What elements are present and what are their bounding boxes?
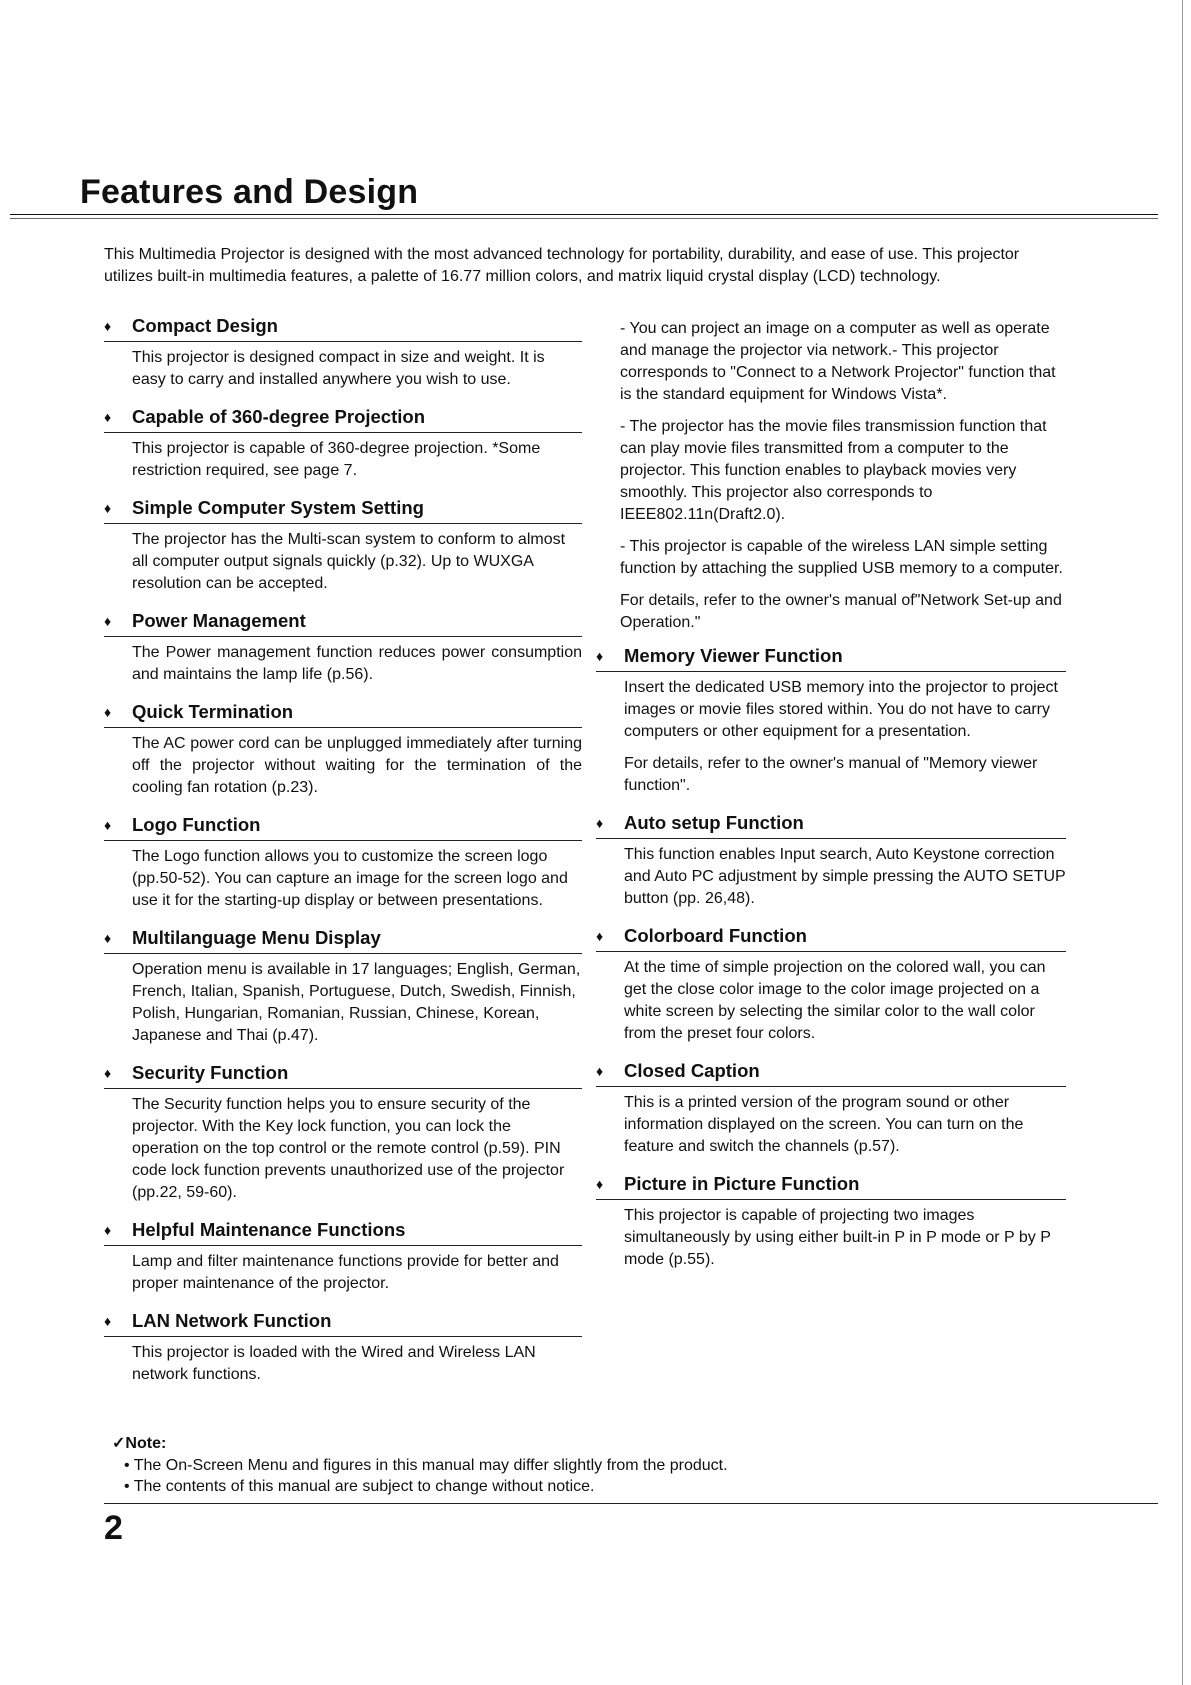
feature-heading xyxy=(104,609,582,637)
feature-heading-text: Compact Design xyxy=(132,315,278,336)
page-title: Features and Design xyxy=(80,173,419,211)
feature-body: At the time of simple projection on the colored wall, you can get the close color image to the color image projected on a white screen by selecting the similar color to the wall color from the preset four colors. xyxy=(624,959,1046,1042)
lan-detail-paragraph: - The projector has the movie files transmission function that can play movie files transmitted from a computer to the projector. This function enables to playback movies very smoothly. This projector also corresponds to IEEE802.11n(Draft2.0). xyxy=(620,418,1047,523)
diamond-bullet-icon: ♦ xyxy=(104,1222,112,1238)
feature-heading-text: Simple Computer System Setting xyxy=(132,497,424,518)
feature-heading xyxy=(104,926,582,954)
feature-heading-text: Capable of 360-degree Projection xyxy=(132,406,426,427)
diamond-bullet-icon: ♦ xyxy=(104,1065,112,1081)
feature-logo-function xyxy=(104,813,582,912)
feature-compact-design xyxy=(104,314,582,391)
diamond-bullet-icon: ♦ xyxy=(596,648,604,664)
feature-heading xyxy=(596,924,1066,952)
feature-heading-text: Security Function xyxy=(132,1062,289,1083)
footer-rule xyxy=(104,1503,1158,1504)
feature-heading xyxy=(104,314,582,342)
left-column xyxy=(104,314,582,1386)
feature-body: This projector is capable of projecting two images simultaneously by using either built-in P in P mode or P by P mode (p.55). xyxy=(624,1207,1051,1268)
feature-security-function xyxy=(104,1061,582,1204)
feature-body: Lamp and filter maintenance functions provide for better and proper maintenance of the projector. xyxy=(132,1253,559,1292)
diamond-bullet-icon: ♦ xyxy=(104,500,112,516)
diamond-bullet-icon: ♦ xyxy=(596,1176,604,1192)
diamond-bullet-icon: ♦ xyxy=(104,930,112,946)
feature-heading xyxy=(104,1218,582,1246)
feature-heading xyxy=(104,700,582,728)
note-item: • The On-Screen Menu and figures in this manual may differ slightly from the product. xyxy=(124,1457,728,1474)
diamond-bullet-icon: ♦ xyxy=(596,815,604,831)
feature-heading-text: LAN Network Function xyxy=(132,1310,332,1331)
title-rule xyxy=(10,214,1158,215)
feature-body: Operation menu is available in 17 languages; English, German, French, Italian, Spanish, Portuguese, Dutch, Swedish, Finnish, Polish, Hungarian, Romanian, Russian, Chinese, Korean, Japanese and Thai (p.47). xyxy=(132,961,581,1044)
feature-picture-in-picture xyxy=(596,1172,1066,1271)
feature-body: The projector has the Multi-scan system to conform to almost all computer output signals quickly (p.32). Up to WUXGA resolution can be accepted. xyxy=(132,531,566,592)
feature-heading-text: Quick Termination xyxy=(132,701,294,722)
feature-heading-text: Closed Caption xyxy=(624,1060,760,1081)
feature-multilanguage-menu xyxy=(104,926,582,1047)
feature-body: This projector is designed compact in size and weight. It is easy to carry and installed anywhere you wish to use. xyxy=(132,349,545,388)
feature-colorboard xyxy=(596,924,1066,1045)
page-number: 2 xyxy=(104,1509,123,1547)
feature-body: The Logo function allows you to customize the screen logo (pp.50-52). You can capture an image for the screen logo and use it for the starting-up display or between presentations. xyxy=(132,848,568,909)
feature-heading-text: Multilanguage Menu Display xyxy=(132,927,381,948)
feature-heading-text: Memory Viewer Function xyxy=(624,645,843,666)
feature-power-management xyxy=(104,609,582,686)
note-label: ✓Note: xyxy=(112,1435,167,1452)
feature-heading-text: Colorboard Function xyxy=(624,925,807,946)
feature-body: Insert the dedicated USB memory into the projector to project images or movie files stored within. You do not have to carry computers or other equipment for a presentation. xyxy=(624,679,1058,740)
feature-body: The AC power cord can be unplugged immediately after turning off the projector without waiting for the termination of the cooling fan rotation (p.23). xyxy=(132,735,582,796)
feature-heading xyxy=(104,813,582,841)
feature-heading-text: Power Management xyxy=(132,610,306,631)
lan-details-reference: For details, refer to the owner's manual of"Network Set-up and Operation." xyxy=(620,592,1062,631)
feature-heading xyxy=(596,1172,1066,1200)
feature-heading xyxy=(104,1309,582,1337)
feature-heading xyxy=(104,1061,582,1089)
feature-heading xyxy=(596,644,1066,672)
feature-body: The Power management function reduces power consumption and maintains the lamp life (p.56). xyxy=(132,644,582,683)
lan-detail-paragraph: - You can project an image on a computer as well as operate and manage the projector via network.- This projector corresponds to "Connect to a Network Projector" function that is the standard equipment for Windows Vista*. xyxy=(620,320,1056,403)
feature-heading-text: Picture in Picture Function xyxy=(624,1173,860,1194)
feature-body: This function enables Input search, Auto Keystone correction and Auto PC adjustment by simple pressing the AUTO SETUP button (pp. 26,48). xyxy=(624,846,1066,907)
feature-closed-caption xyxy=(596,1059,1066,1158)
diamond-bullet-icon: ♦ xyxy=(104,1313,112,1329)
feature-simple-computer-system-setting xyxy=(104,496,582,595)
diamond-bullet-icon: ♦ xyxy=(104,817,112,833)
scan-edge-line xyxy=(1182,0,1183,1685)
intro-paragraph: This Multimedia Projector is designed with the most advanced technology for portability, durability, and ease of use. This projector utilizes built-in multimedia features, a palette of 16.77 million colors, and matrix liquid crystal display (LCD) technology. xyxy=(104,246,1020,285)
feature-body: The Security function helps you to ensure security of the projector. With the Key lock function, you can lock the operation on the top control or the remote control (p.59). PIN code lock function prevents unauthorized use of the projector (pp.22, 59-60). xyxy=(132,1096,565,1201)
feature-heading xyxy=(596,811,1066,839)
feature-quick-termination xyxy=(104,700,582,799)
right-column xyxy=(596,314,1066,1271)
feature-body: This projector is capable of 360-degree projection. *Some restriction required, see page 7. xyxy=(132,440,541,479)
diamond-bullet-icon: ♦ xyxy=(104,409,112,425)
note-item: • The contents of this manual are subject to change without notice. xyxy=(124,1478,595,1495)
feature-body: This is a printed version of the program sound or other information displayed on the screen. You can turn on the feature and switch the channels (p.57). xyxy=(624,1094,1024,1155)
feature-lan-network xyxy=(104,1309,582,1386)
feature-auto-setup xyxy=(596,811,1066,910)
feature-heading xyxy=(596,1059,1066,1087)
lan-detail-paragraph: - This projector is capable of the wireless LAN simple setting function by attaching the supplied USB memory to a computer. xyxy=(620,538,1063,577)
feature-360-projection xyxy=(104,405,582,482)
feature-memory-viewer xyxy=(596,644,1066,797)
feature-body-reference: For details, refer to the owner's manual of "Memory viewer function". xyxy=(624,755,1038,794)
diamond-bullet-icon: ♦ xyxy=(104,318,112,334)
diamond-bullet-icon: ♦ xyxy=(104,613,112,629)
feature-heading-text: Auto setup Function xyxy=(624,812,804,833)
feature-heading xyxy=(104,496,582,524)
feature-heading xyxy=(104,405,582,433)
feature-heading-text: Helpful Maintenance Functions xyxy=(132,1219,406,1240)
diamond-bullet-icon: ♦ xyxy=(104,704,112,720)
feature-helpful-maintenance xyxy=(104,1218,582,1295)
diamond-bullet-icon: ♦ xyxy=(596,1063,604,1079)
note-box xyxy=(112,1433,1012,1497)
diamond-bullet-icon: ♦ xyxy=(596,928,604,944)
feature-heading-text: Logo Function xyxy=(132,814,261,835)
feature-body: This projector is loaded with the Wired and Wireless LAN network functions. xyxy=(132,1344,536,1383)
title-rule-secondary xyxy=(10,218,1158,219)
